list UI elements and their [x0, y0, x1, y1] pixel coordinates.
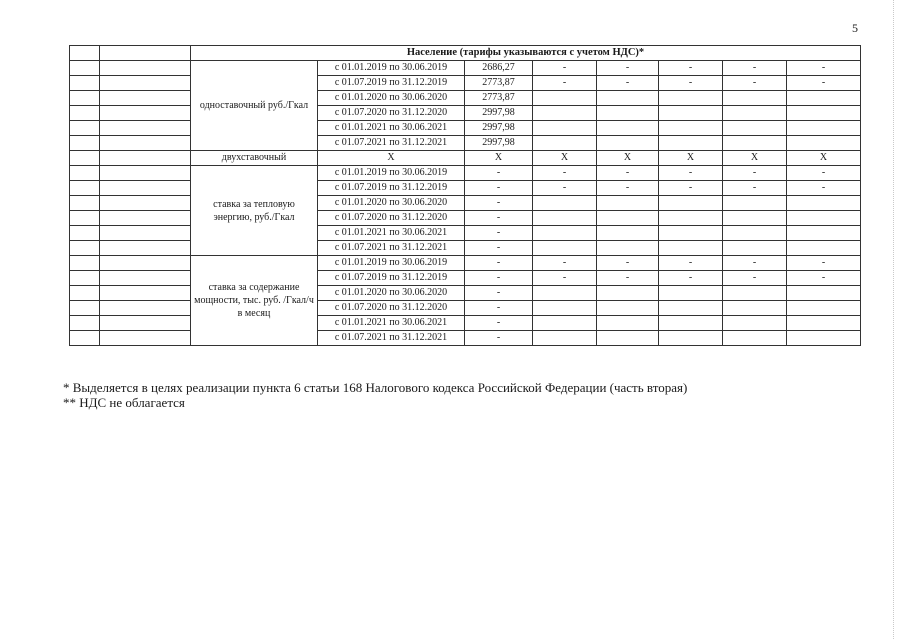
table-cell — [533, 106, 597, 121]
period-cell: с 01.01.2019 по 30.06.2019 — [318, 61, 465, 76]
period-cell: с 01.01.2019 по 30.06.2019 — [318, 256, 465, 271]
table-cell: - — [533, 61, 597, 76]
table-row — [70, 61, 861, 76]
page-edge — [893, 0, 894, 639]
value-cell: - — [465, 241, 533, 256]
table-cell — [100, 166, 191, 181]
table-cell — [533, 226, 597, 241]
table-cell — [787, 211, 861, 226]
table-cell — [100, 241, 191, 256]
table-cell: - — [723, 181, 787, 196]
period-cell: с 01.01.2020 по 30.06.2020 — [318, 286, 465, 301]
value-cell: - — [465, 331, 533, 346]
table-cell — [723, 316, 787, 331]
table-cell: - — [659, 271, 723, 286]
period-cell: с 01.07.2020 по 31.12.2020 — [318, 211, 465, 226]
period-cell: с 01.01.2020 по 30.06.2020 — [318, 91, 465, 106]
table-cell — [723, 301, 787, 316]
table-cell: - — [597, 76, 659, 91]
table-cell — [100, 286, 191, 301]
table-cell — [723, 136, 787, 151]
table-cell — [100, 196, 191, 211]
table-cell — [100, 211, 191, 226]
table-cell: Х — [318, 151, 465, 166]
table-cell — [659, 241, 723, 256]
table-cell: - — [723, 61, 787, 76]
table-cell — [787, 241, 861, 256]
table-cell: - — [787, 166, 861, 181]
table-cell — [787, 196, 861, 211]
table-cell: Х — [465, 151, 533, 166]
period-cell: с 01.07.2021 по 31.12.2021 — [318, 331, 465, 346]
table-row — [70, 196, 861, 211]
period-cell: с 01.07.2019 по 31.12.2019 — [318, 271, 465, 286]
table-cell — [597, 241, 659, 256]
table-header-row — [70, 46, 861, 61]
table-cell: - — [787, 61, 861, 76]
table-cell — [659, 331, 723, 346]
table-cell — [659, 301, 723, 316]
table-cell — [70, 76, 100, 91]
table-cell: - — [723, 166, 787, 181]
table-cell — [597, 196, 659, 211]
table-cell — [100, 46, 191, 61]
period-cell: с 01.07.2021 по 31.12.2021 — [318, 241, 465, 256]
table-cell: - — [723, 256, 787, 271]
table-cell: - — [723, 271, 787, 286]
table-cell — [100, 256, 191, 271]
table-cell: Х — [787, 151, 861, 166]
table-cell — [100, 331, 191, 346]
group-label: ставка за тепловую энергию, руб./Гкал — [191, 166, 318, 256]
value-cell: 2997,98 — [465, 106, 533, 121]
table-cell — [659, 91, 723, 106]
table-cell — [70, 271, 100, 286]
table-cell: Х — [533, 151, 597, 166]
table-header: Население (тарифы указываются с учетом НДС)* — [191, 46, 861, 61]
table-cell — [100, 136, 191, 151]
value-cell: - — [465, 271, 533, 286]
value-cell: - — [465, 196, 533, 211]
table-cell — [723, 331, 787, 346]
table-cell: - — [787, 271, 861, 286]
period-cell: с 01.07.2019 по 31.12.2019 — [318, 76, 465, 91]
table-cell — [723, 226, 787, 241]
table-cell — [787, 331, 861, 346]
table-row — [70, 331, 861, 346]
period-cell: с 01.07.2020 по 31.12.2020 — [318, 106, 465, 121]
table-cell — [533, 136, 597, 151]
table-cell — [597, 106, 659, 121]
table-cell — [533, 331, 597, 346]
table-row — [70, 91, 861, 106]
table-cell — [100, 226, 191, 241]
table-cell: - — [723, 76, 787, 91]
table-cell — [70, 46, 100, 61]
table-cell — [597, 226, 659, 241]
value-cell: - — [465, 181, 533, 196]
table-cell — [533, 316, 597, 331]
table-row-two-part — [70, 151, 861, 166]
table-cell — [70, 61, 100, 76]
table-row — [70, 241, 861, 256]
table-cell — [100, 301, 191, 316]
table-cell: Х — [597, 151, 659, 166]
table-cell — [100, 271, 191, 286]
group-label: двухставочный — [191, 151, 318, 166]
table-cell: - — [659, 166, 723, 181]
table-cell — [533, 211, 597, 226]
table-cell — [659, 286, 723, 301]
table-cell — [597, 331, 659, 346]
table-cell — [659, 121, 723, 136]
table-cell — [100, 121, 191, 136]
table-row — [70, 301, 861, 316]
table-cell — [70, 211, 100, 226]
table-cell — [100, 106, 191, 121]
table-row — [70, 226, 861, 241]
table-cell — [70, 91, 100, 106]
value-cell: - — [465, 211, 533, 226]
table-cell — [659, 106, 723, 121]
table-cell — [70, 256, 100, 271]
table-cell: - — [787, 181, 861, 196]
table-cell: - — [659, 256, 723, 271]
footnote-2: ** НДС не облагается — [63, 395, 185, 410]
table-cell: - — [533, 76, 597, 91]
table-cell — [723, 241, 787, 256]
value-cell: - — [465, 226, 533, 241]
table-row — [70, 106, 861, 121]
table-cell — [659, 196, 723, 211]
table-cell: - — [597, 271, 659, 286]
table-cell — [70, 331, 100, 346]
table-cell — [70, 196, 100, 211]
table-cell — [723, 196, 787, 211]
table-cell — [533, 301, 597, 316]
value-cell: - — [465, 301, 533, 316]
table-cell: - — [533, 256, 597, 271]
value-cell: - — [465, 256, 533, 271]
period-cell: с 01.01.2021 по 30.06.2021 — [318, 121, 465, 136]
table-cell — [100, 76, 191, 91]
table-cell — [533, 286, 597, 301]
table-cell — [597, 91, 659, 106]
table-cell — [723, 106, 787, 121]
table-cell — [723, 121, 787, 136]
table-cell — [70, 136, 100, 151]
table-cell: - — [533, 181, 597, 196]
table-cell — [597, 136, 659, 151]
table-cell — [100, 91, 191, 106]
footnotes — [63, 380, 687, 410]
table-row — [70, 136, 861, 151]
table-cell: Х — [659, 151, 723, 166]
value-cell: 2773,87 — [465, 91, 533, 106]
table-row — [70, 211, 861, 226]
table-cell — [659, 136, 723, 151]
table-cell — [100, 316, 191, 331]
table-row — [70, 121, 861, 136]
tariff-table — [69, 45, 861, 346]
table-cell — [70, 226, 100, 241]
table-cell — [659, 226, 723, 241]
table-cell: - — [597, 181, 659, 196]
table-cell — [533, 196, 597, 211]
value-cell: 2997,98 — [465, 136, 533, 151]
table-cell: - — [597, 256, 659, 271]
table-cell — [70, 151, 100, 166]
value-cell: - — [465, 286, 533, 301]
table-cell — [723, 286, 787, 301]
period-cell: с 01.07.2019 по 31.12.2019 — [318, 181, 465, 196]
table-cell — [100, 61, 191, 76]
footnote-1: * Выделяется в целях реализации пункта 6 статьи 168 Налогового кодекса Российской Федерации (часть вторая) — [63, 380, 688, 395]
table-row — [70, 256, 861, 271]
table-cell — [787, 286, 861, 301]
table-row — [70, 316, 861, 331]
table-cell — [70, 121, 100, 136]
table-row — [70, 166, 861, 181]
value-cell: - — [465, 166, 533, 181]
value-cell: 2686,27 — [465, 61, 533, 76]
period-cell: с 01.07.2021 по 31.12.2021 — [318, 136, 465, 151]
table-cell — [597, 301, 659, 316]
table-cell: - — [659, 61, 723, 76]
table-cell: Х — [723, 151, 787, 166]
table-cell — [787, 136, 861, 151]
period-cell: с 01.07.2020 по 31.12.2020 — [318, 301, 465, 316]
table-cell — [70, 106, 100, 121]
table-cell: - — [533, 271, 597, 286]
tariff-table-body — [70, 46, 861, 346]
table-cell — [723, 211, 787, 226]
period-cell: с 01.01.2020 по 30.06.2020 — [318, 196, 465, 211]
group-label: ставка за содержание мощности, тыс. руб. /Гкал/ч в месяц — [191, 256, 318, 346]
value-cell: - — [465, 316, 533, 331]
table-cell: - — [787, 76, 861, 91]
table-cell — [70, 181, 100, 196]
table-cell — [723, 91, 787, 106]
table-cell: - — [787, 256, 861, 271]
table-cell — [70, 316, 100, 331]
table-row — [70, 271, 861, 286]
table-cell — [787, 91, 861, 106]
table-row — [70, 181, 861, 196]
table-cell — [787, 301, 861, 316]
table-cell — [533, 241, 597, 256]
period-cell: с 01.01.2021 по 30.06.2021 — [318, 316, 465, 331]
table-row — [70, 286, 861, 301]
table-cell — [787, 316, 861, 331]
period-cell: с 01.01.2021 по 30.06.2021 — [318, 226, 465, 241]
table-cell — [100, 181, 191, 196]
table-cell — [70, 286, 100, 301]
table-cell — [787, 121, 861, 136]
table-cell — [597, 211, 659, 226]
table-cell — [533, 91, 597, 106]
table-cell — [533, 121, 597, 136]
table-cell — [659, 211, 723, 226]
table-cell — [597, 316, 659, 331]
table-row — [70, 76, 861, 91]
table-cell — [659, 316, 723, 331]
table-cell: - — [659, 76, 723, 91]
table-cell: - — [533, 166, 597, 181]
table-cell — [70, 301, 100, 316]
value-cell: 2997,98 — [465, 121, 533, 136]
table-cell — [597, 286, 659, 301]
table-cell — [100, 151, 191, 166]
table-cell: - — [597, 61, 659, 76]
table-cell — [70, 241, 100, 256]
group-label: одноставочный руб./Гкал — [191, 61, 318, 151]
value-cell: 2773,87 — [465, 76, 533, 91]
period-cell: с 01.01.2019 по 30.06.2019 — [318, 166, 465, 181]
table-cell: - — [659, 181, 723, 196]
table-cell — [597, 121, 659, 136]
table-cell — [70, 166, 100, 181]
page-number: 5 — [852, 21, 858, 35]
table-cell: - — [597, 166, 659, 181]
table-cell — [787, 106, 861, 121]
table-cell — [787, 226, 861, 241]
